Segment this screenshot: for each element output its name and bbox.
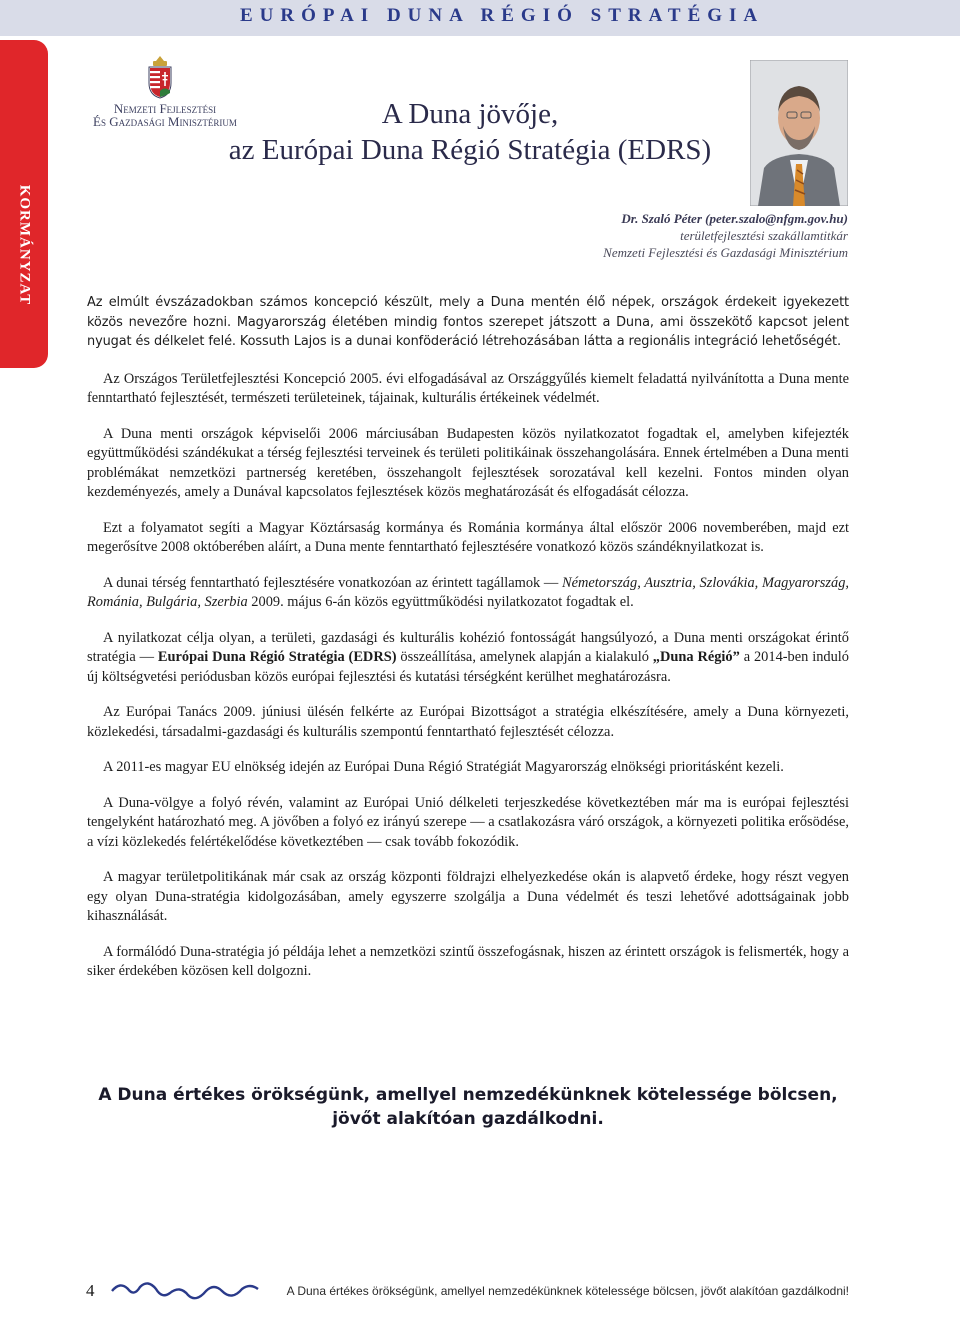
- header-band: [0, 0, 960, 36]
- article-title: [210, 96, 730, 168]
- closing-line-1: A Duna értékes örökségünk, amellyel nemzedékünknek kötelessége bölcsen,: [98, 1085, 838, 1105]
- ministry-name-line-2: És Gazdasági Minisztérium: [93, 114, 237, 129]
- hungarian-coat-of-arms-icon: [146, 55, 174, 99]
- author-name: Dr. Szaló Péter (peter.szalo@nfgm.gov.hu): [621, 211, 848, 226]
- paragraph-9: A Duna-völgye a folyó révén, valamint az Európai Unió délkeleti terjeszkedése következtében már ma is európai fejlesztési tengelyként határozható meg. A jövőben a folyó ez irányú szerepe — a csatlakozásra váró országok, a környezeti politika erősödése, a vízi közlekedés felértékelődése következtében — csak tovább fokozódik.: [87, 794, 850, 850]
- ministry-name-line-1: Nemzeti Fejlesztési: [113, 101, 217, 116]
- section-side-tab: [0, 40, 48, 368]
- section-label: KORMÁNYZAT: [16, 184, 33, 306]
- footer-tagline: A Duna értékes örökségünk, amellyel nemzedékünknek kötelessége bölcsen, jövőt alakítóan gazdálkodni!: [286, 1284, 849, 1298]
- paragraph-11: A formálódó Duna-stratégia jó példája lehet a nemzetközi szintű összefogásnak, hiszen az érintett országok is felismerték, hogy a siker érdekében közösen kell dolgozni.: [87, 943, 849, 979]
- article-title-line-1: A Duna jövője,: [381, 98, 559, 130]
- paragraph-7: Az Európai Tanács 2009. júniusi ülésén felkérte az Európai Bizottságot a stratégia elkészítésére, amely a Duna környezeti, közlekedési, társadalmi-gazdasági és kulturális szempontú fenntartható fejlesztését célozza.: [87, 704, 849, 740]
- paragraph-8: A 2011-es magyar EU elnökség idején az Európai Duna Régió Stratégiát Magyarország elnökségi prioritásként kezeli.: [103, 759, 784, 775]
- paragraph-5-text-a: A dunai térség fenntartható fejlesztésére vonatkozóan az érintett tagállamok —: [103, 574, 563, 591]
- page-number: 4: [86, 1281, 95, 1300]
- article-title-line-2: az Európai Duna Régió Stratégia (EDRS): [228, 134, 712, 166]
- paragraph-4: Ezt a folyamatot segíti a Magyar Köztársaság kormánya és Románia kormánya által először 2006 novemberében, majd ezt megerősítve 2008 októberében aláírt, a Duna mente fenntartható fejlesztésére vonatkozó közös szándéknyilatkozat is.: [87, 519, 849, 555]
- author-organization: Nemzeti Fejlesztési és Gazdasági Minisztérium: [603, 245, 848, 260]
- author-byline: [428, 210, 848, 261]
- paragraph-6-strategy-name: Európai Duna Régió Stratégia (EDRS): [157, 649, 397, 665]
- paragraph-6-region-name: „Duna Régió”: [652, 649, 740, 665]
- author-portrait-photo: [750, 60, 848, 206]
- paragraph-2: Az Országos Területfejlesztési Koncepció 2005. évi elfogadásával az Országgyűlés kiemelt feladattá nyilvánította a Duna mente fenntartható fejlesztését, természeti területeinek, tájainak, kulturális értékeinek védelmét.: [87, 370, 849, 406]
- paragraph-6: [87, 629, 849, 688]
- paragraph-3: A Duna menti országok képviselői 2006 márciusában Budapesten közös nyilatkozatot fogadtak el, amelyben kifejezték együttműködési szándékukat a térség fejlesztési terveinek és területi politikáinak összehangolására. Ennek értelmében a Duna menti problémákat nemzetközi partnerség keretében, összehangolt fejlesztések sorozatával kell kezelni. Fontos minden olyan kezdeményezés, amely a Dunával kapcsolatos fejlesztések közös meghatározását és elfogadását célozza.: [87, 425, 849, 500]
- author-role: területfejlesztési szakállamtitkár: [680, 228, 848, 243]
- article-body: [87, 293, 849, 998]
- paragraph-1: Az elmúlt évszázadokban számos koncepció készült, mely a Duna mentén élő népek, országok érdekeit igyekezett közös nevezőre hozni. Magyarország életében mindig fontos szerepet játszott a Duna, ami összekötő kapcsot jelent nyugat és délkelet felé. Kossuth Lajos is a dunai konföderáció létrehozásában látta a regionális integráció lehetőségét.: [87, 295, 849, 349]
- paragraph-10: A magyar területpolitikának már csak az ország központi földrajzi elhelyezkedése okán is alapvető érdeke, hogy részt vegyen egy olyan Duna-stratégia kidolgozásában, amely egyszerre szolgálja a Duna védelmét és teszi lehetővé adottságainak jobb kihasználását.: [87, 869, 849, 924]
- paragraph-5-text-b: 2009. május 6-án közös együttműködési nyilatkozatot fogadtak el.: [247, 594, 634, 610]
- paragraph-6-text-b: összeállítása, amelynek alapján a kialakuló: [396, 649, 653, 665]
- closing-line-2: jövőt alakítóan gazdálkodni.: [332, 1109, 604, 1129]
- closing-statement: [87, 1083, 849, 1131]
- paragraph-6-text-c: a 2014-ben induló új költségvetési periódusban közös európai fejlesztési és kutatási térségként kerülhet meghatározásra.: [87, 649, 849, 685]
- paragraph-5: [87, 574, 849, 613]
- danube-river-line-icon: [110, 1277, 260, 1307]
- paragraph-5-countries: Németország, Ausztria, Szlovákia, Magyarország, Románia, Bulgária, Szerbia: [87, 574, 849, 610]
- paragraph-6-text-a: A nyilatkozat célja olyan, a területi, gazdasági és kulturális kohézió fontosságát hangsúlyozó, a Duna menti országokat érintő stratégia —: [87, 629, 849, 665]
- running-header-title: EURÓPAI DUNA RÉGIÓ STRATÉGIA: [240, 5, 765, 26]
